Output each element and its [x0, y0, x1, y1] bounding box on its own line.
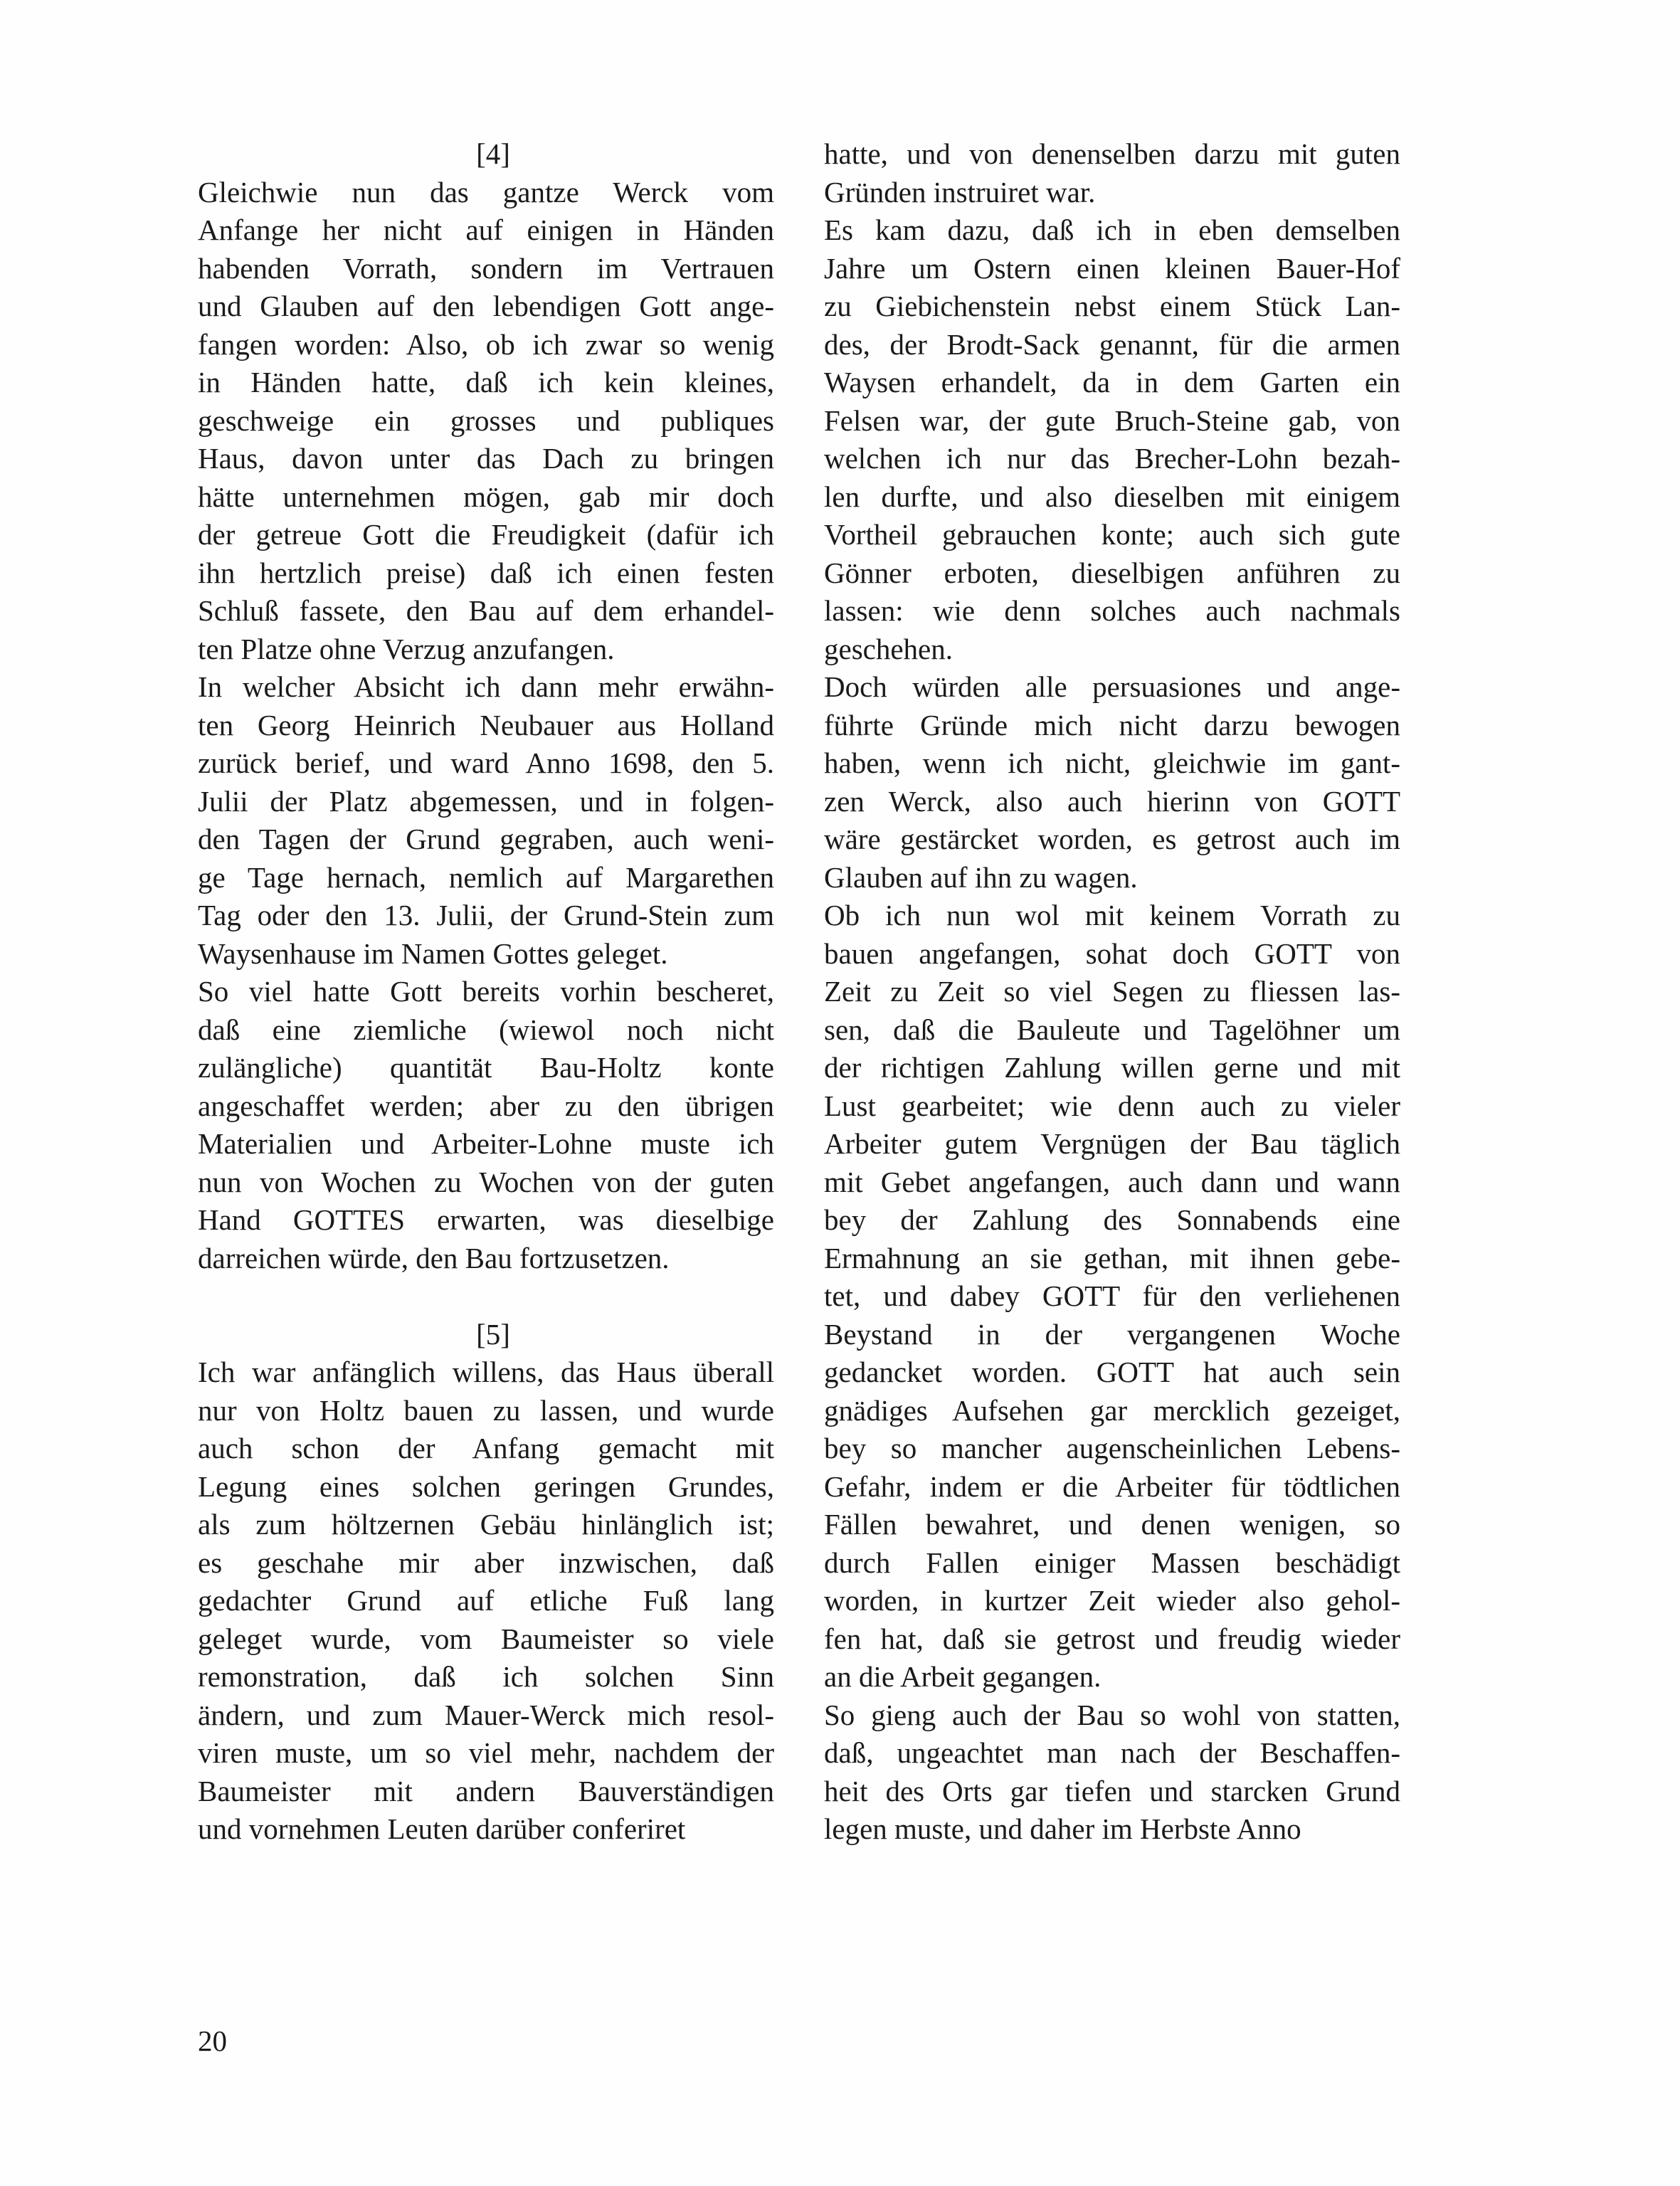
text-line: daß, ungeachtet man nach der Beschaffen- [824, 1736, 1400, 1769]
text-line: führte Gründe mich nicht darzu bewogen [824, 708, 1400, 741]
text-line: zurück berief, und ward Anno 1698, den 5. [198, 746, 774, 779]
text-line: mit Gebet angefangen, auch dann und wann [824, 1165, 1400, 1198]
text-line: an die Arbeit gegangen. [824, 1660, 1101, 1693]
text-line: fangen worden: Also, ob ich zwar so wenig [198, 327, 774, 361]
text-line: bey der Zahlung des Sonnabends eine [824, 1203, 1400, 1236]
text-line: Doch würden alle persuasiones und ange- [824, 670, 1400, 703]
text-line: Tag oder den 13. Julii, der Grund-Stein zum [198, 899, 774, 931]
text-line: hätte unternehmen mögen, gab mir doch [198, 480, 774, 513]
text-line: In welcher Absicht ich dann mehr erwähn- [198, 670, 774, 703]
text-line: geleget wurde, vom Baumeister so viele [198, 1622, 774, 1655]
paragraph [198, 174, 774, 669]
text-line: tet, und dabey GOTT für den verliehenen [824, 1279, 1400, 1312]
text-line: Legung eines solchen geringen Grundes, [198, 1469, 774, 1503]
text-line: gedancket worden. GOTT hat auch sein [824, 1356, 1400, 1388]
text-line: den Tagen der Grund gegraben, auch weni- [198, 823, 774, 855]
paragraph [198, 668, 774, 973]
paragraph [198, 973, 774, 1277]
text-line: als zum höltzernen Gebäu hinlänglich ist; [198, 1508, 774, 1541]
text-line: Materialien und Arbeiter-Lohne muste ich [198, 1127, 774, 1160]
text-line: wäre gestärcket worden, es getrost auch im [824, 823, 1400, 855]
text-line: Gefahr, indem er die Arbeiter für tödtlichen [824, 1469, 1400, 1503]
paragraph [824, 211, 1400, 668]
text-line: Baumeister mit andern Bauverständigen [198, 1774, 774, 1807]
text-line: legen muste, und daher im Herbste Anno [824, 1812, 1301, 1845]
text-line: Ob ich nun wol mit keinem Vorrath zu [824, 899, 1400, 931]
text-line: len durfte, und also dieselben mit einigem [824, 480, 1400, 513]
text-line: gedachter Grund auf etliche Fuß lang [198, 1584, 774, 1617]
paragraph [198, 1353, 774, 1849]
text-line: ihn hertzlich preise) daß ich einen festen [198, 556, 774, 589]
text-line: welchen ich nur das Brecher-Lohn bezah- [824, 442, 1400, 475]
text-line: Waysenhause im Namen Gottes geleget. [198, 936, 668, 970]
text-line: und Glauben auf den lebendigen Gott ange- [198, 290, 774, 322]
text-line: Beystand in der vergangenen Woche [824, 1317, 1400, 1351]
text-line: bauen angefangen, sohat doch GOTT von [824, 936, 1400, 970]
text-line: Lust gearbeitet; wie denn auch zu vieler [824, 1089, 1400, 1122]
text-line: zulängliche) quantität Bau-Holtz konte [198, 1051, 774, 1084]
paragraph [824, 668, 1400, 897]
text-line: Haus, davon unter das Dach zu bringen [198, 442, 774, 475]
text-line: daß eine ziemliche (wiewol noch nicht [198, 1013, 774, 1046]
text-line: heit des Orts gar tiefen und starcken Grund [824, 1774, 1400, 1807]
text-line: in Händen hatte, daß ich kein kleines, [198, 366, 774, 398]
text-line: Anfange her nicht auf einigen in Händen [198, 213, 774, 246]
text-line: Ich war anfänglich willens, das Haus überall [198, 1356, 774, 1388]
text-line: fen hat, daß sie getrost und freudig wieder [824, 1622, 1400, 1655]
text-line: Vortheil gebrauchen konte; auch sich gute [824, 518, 1400, 551]
text-line: haben, wenn ich nicht, gleichwie im gant- [824, 746, 1400, 779]
text-line: gnädiges Aufsehen gar mercklich gezeiget, [824, 1393, 1400, 1427]
text-line: der getreue Gott die Freudigkeit (dafür ich [198, 518, 774, 551]
text-line: es geschahe mir aber inzwischen, daß [198, 1546, 774, 1579]
text-line: ten Platze ohne Verzug anzufangen. [198, 632, 615, 665]
text-line: lassen: wie denn solches auch nachmals [824, 594, 1400, 627]
text-line: der richtigen Zahlung willen gerne und mit [824, 1051, 1400, 1084]
text-line: Gründen instruiret war. [824, 175, 1096, 208]
text-line: remonstration, daß ich solchen Sinn [198, 1660, 774, 1693]
text-line: Glauben auf ihn zu wagen. [824, 860, 1138, 894]
text-line: Zeit zu Zeit so viel Segen zu fliessen las- [824, 975, 1400, 1008]
text-line: nur von Holtz bauen zu lassen, und wurde [198, 1393, 774, 1427]
text-line: habenden Vorrath, sondern im Vertrauen [198, 251, 774, 285]
text-line: und vornehmen Leuten darüber conferiret [198, 1812, 686, 1845]
text-line: Fällen bewahret, und denen wenigen, so [824, 1508, 1400, 1541]
paragraph [824, 897, 1400, 1696]
text-line: geschweige ein grosses und publiques [198, 403, 774, 437]
paragraph [824, 1696, 1400, 1849]
section-heading-5: [5] [476, 1317, 510, 1351]
text-line: Es kam dazu, daß ich in eben demselben [824, 213, 1400, 246]
text-line: ge Tage hernach, nemlich auf Margarethen [198, 860, 774, 894]
text-line: ten Georg Heinrich Neubauer aus Holland [198, 708, 774, 741]
text-line: worden, in kurtzer Zeit wieder also gehol- [824, 1584, 1400, 1617]
paragraph [824, 135, 1400, 211]
text-line: Gleichwie nun das gantze Werck vom [198, 175, 774, 208]
text-line: Arbeiter gutem Vergnügen der Bau täglich [824, 1127, 1400, 1160]
text-line: durch Fallen einiger Massen beschädigt [824, 1546, 1400, 1579]
text-line: Ermahnung an sie gethan, mit ihnen gebe- [824, 1241, 1400, 1274]
left-column [198, 135, 774, 1849]
section-heading-4: [4] [476, 137, 510, 170]
text-line: auch schon der Anfang gemacht mit [198, 1432, 774, 1464]
text-line: Gönner erboten, dieselbigen anführen zu [824, 556, 1400, 589]
text-line: So gieng auch der Bau so wohl von statten, [824, 1698, 1400, 1731]
text-line: zen Werck, also auch hierinn von GOTT [824, 784, 1400, 818]
text-line: angeschaffet werden; aber zu den übrigen [198, 1089, 774, 1122]
text-line: sen, daß die Bauleute und Tagelöhner um [824, 1013, 1400, 1046]
text-line: Hand GOTTES erwarten, was dieselbige [198, 1203, 774, 1236]
text-line: Julii der Platz abgemessen, und in folgen- [198, 784, 774, 818]
text-line: des, der Brodt-Sack genannt, für die armen [824, 327, 1400, 361]
text-line: Felsen war, der gute Bruch-Steine gab, von [824, 403, 1400, 437]
text-line: zu Giebichenstein nebst einem Stück Lan- [824, 290, 1400, 322]
text-line: So viel hatte Gott bereits vorhin bescheret, [198, 975, 774, 1008]
page-number: 20 [198, 2024, 227, 2057]
right-column [824, 135, 1400, 1849]
text-line: geschehen. [824, 632, 953, 665]
text-line: darreichen würde, den Bau fortzusetzen. [198, 1241, 670, 1274]
text-line: Waysen erhandelt, da in dem Garten ein [824, 366, 1400, 398]
text-line: bey so mancher augenscheinlichen Lebens- [824, 1432, 1400, 1464]
text-line: Schluß fassete, den Bau auf dem erhandel- [198, 594, 774, 627]
text-line: viren muste, um so viel mehr, nachdem der [198, 1736, 774, 1769]
text-line: hatte, und von denenselben darzu mit guten [824, 137, 1400, 170]
text-line: ändern, und zum Mauer-Werck mich resol- [198, 1698, 774, 1731]
text-line: Jahre um Ostern einen kleinen Bauer-Hof [824, 251, 1400, 285]
section-spacer [198, 1277, 774, 1316]
text-line: nun von Wochen zu Wochen von der guten [198, 1165, 774, 1198]
